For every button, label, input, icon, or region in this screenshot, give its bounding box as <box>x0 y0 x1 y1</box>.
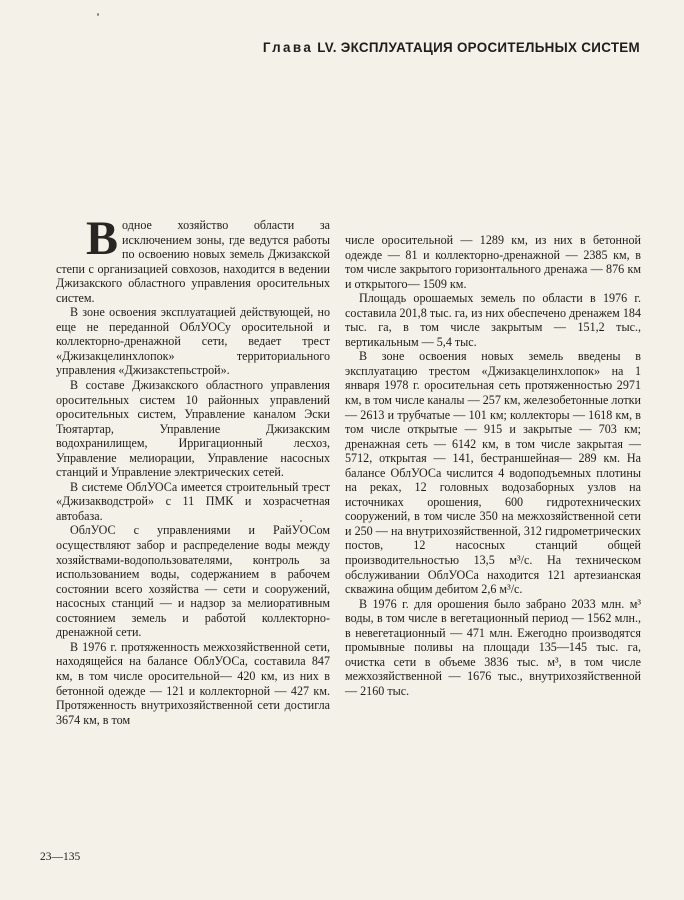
paragraph: В зоне освоения эксплуатацией действующей, но еще не переданной ОблУОСу оросительной и коллекторно-дренажной сети, ведает трест «Джизакцелинхлопок» территориального управления «Джизакстепьстрой». <box>56 305 330 378</box>
paragraph: В составе Джизакского областного управления оросительных систем 10 районных управлений оросительных систем, Управление каналом Эски Тюятартар, Управление Джизакским водохранилищем, Ирригационный лесхоз, Управление мелиорации, Управление насосных станций и Управление электрических сетей. <box>56 378 330 480</box>
right-column <box>345 233 641 699</box>
running-head <box>263 40 640 55</box>
chapter-title: LV. ЭКСПЛУАТАЦИЯ ОРОСИТЕЛЬНЫХ СИСТЕМ <box>317 40 640 55</box>
paper-speck <box>300 520 302 522</box>
paragraph: одное хозяйство области за исключением зоны, где ведутся работы по освоению новых земель Джизакской степи с организацией совхозов, находится в ведении Джизакского областного управления оросительных систем. <box>56 218 330 305</box>
paragraph: В системе ОблУОСа имеется строительный трест «Джизакводстрой» с 11 ПМК и хозрасчетная автобаза. <box>56 479 330 523</box>
paper-speck <box>97 13 99 16</box>
printer-signature: 23—135 <box>40 851 81 863</box>
paragraph: В зоне освоения новых земель введены в эксплуатацию трестом «Джизакцелинхлопок» на 1 января 1978 г. оросительная сеть протяженностью 2971 км, в том числе каналы — 257 км, железобетонные лотки — 2613 и трубчатые — 101 км; коллекторы — 1618 км, в том числе открытые — 915 и закрытые — 703 км; дренажная сеть — 6142 км, в том числе закрытая — 5712, открытая — 141, бестраншейная— 289 км. На балансе ОблУОСа числится 4 водоподъемных плотины на реках, 12 головных водозаборных узлов на источниках орошения, 600 гидротехнических сооружений, в том числе 350 на межхозяйственной сети и 250 — на внутрихозяйственной, 312 гидрометрических постов, 12 насосных станций общей производительностью 13,5 м³/с. На техническом обслуживании ОблУОСа находится 121 артезианская скважина общим дебитом 2,6 м³/с. <box>345 349 641 597</box>
paragraph: Площадь орошаемых земель по области в 1976 г. составила 201,8 тыс. га, из них обеспечено дренажем 184 тыс. га, в том числе закрытым — 151,2 тыс., вертикальным — 5,4 тыс. <box>345 291 641 349</box>
left-column <box>56 212 330 727</box>
drop-cap: В <box>86 212 119 265</box>
paragraph: В 1976 г. для орошения было забрано 2033 млн. м³ воды, в том числе в вегетационный период — 1562 млн., в невегетационный — 471 млн. Ежегодно производятся промывные поливы на площади 135—145 тыс. га, очистка сети в объеме 3836 тыс. м³, в том числе межхозяйственной — 1676 тыс., внутрихозяйственной — 2160 тыс. <box>345 596 641 698</box>
paragraph: В 1976 г. протяженность межхозяйственной сети, находящейся на балансе ОблУОСа, составила 847 км, в том числе оросительной— 420 км, из них в бетонной одежде — 121 и коллекторной — 427 км. Протяженность внутрихозяйственной сети достигла 3674 км, в том <box>56 639 330 727</box>
paragraph: ОблУОС с управлениями и РайУОСом осуществляют забор и распределение воды между хозяйствами-водопользователями, контроль за использованием воды, содержанием в рабочем состоянии всего хозяйства — сети и сооружений, насосных станций — и надзор за мелиоративным состоянием земель и работой коллекторно-дренажной сети. <box>56 523 330 640</box>
paragraph: числе оросительной — 1289 км, из них в бетонной одежде — 81 и коллекторно-дренажной — 2385 км, в том числе закрытого горизонтального дренажа — 876 км и открытого— 1509 км. <box>345 233 641 291</box>
chapter-prefix: Глава <box>262 40 314 55</box>
